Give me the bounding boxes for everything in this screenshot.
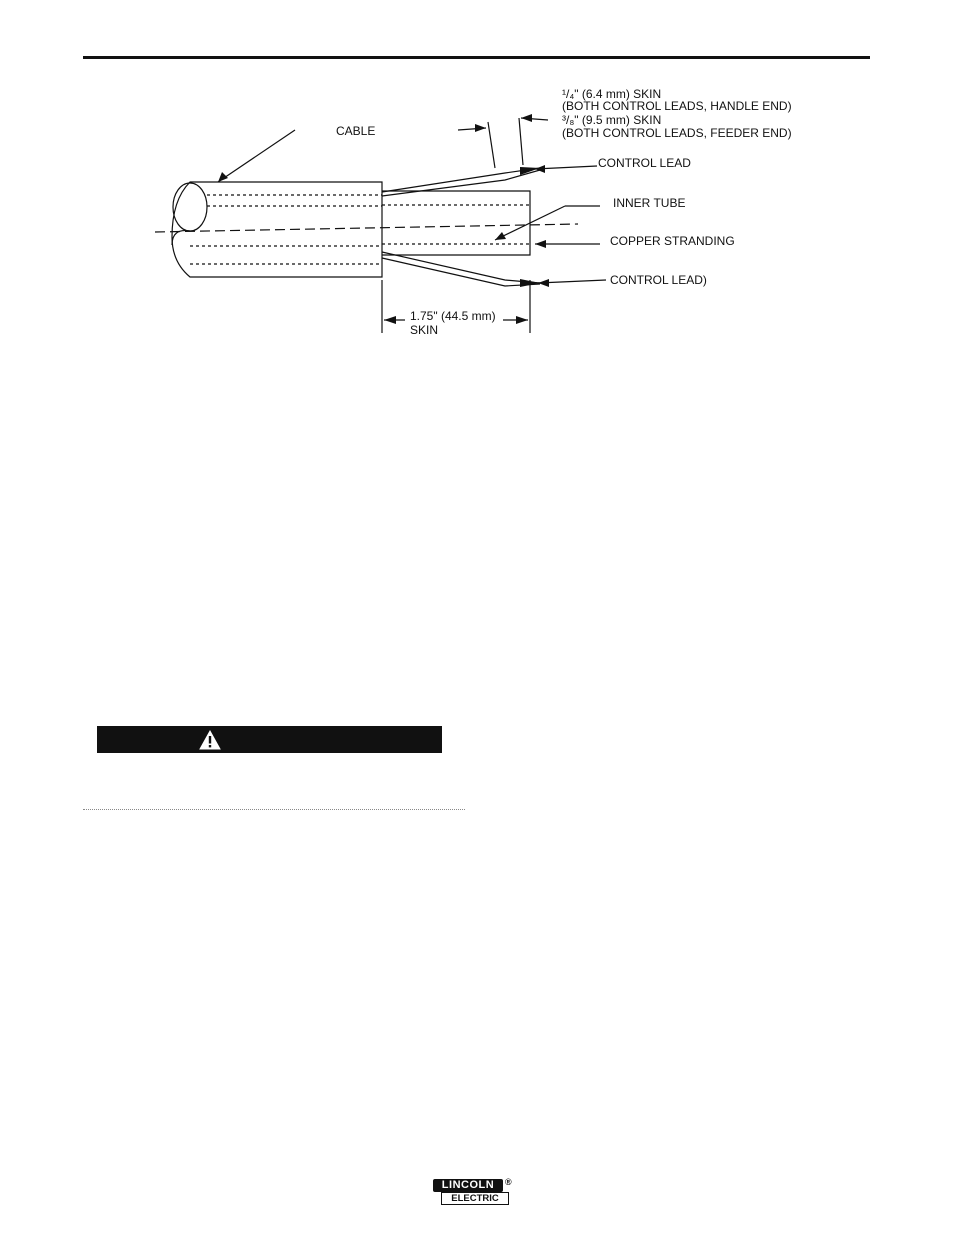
label-skin-quarter-2: (BOTH CONTROL LEADS, HANDLE END)	[562, 99, 792, 113]
warning-banner	[97, 726, 442, 753]
lincoln-electric-logo	[433, 1179, 513, 1207]
control-lead-bottom	[382, 252, 540, 286]
section-divider	[83, 809, 465, 810]
copper-stranding-section	[382, 191, 530, 255]
cable-stripping-diagram	[0, 0, 954, 360]
label-copper-stranding: COPPER STRANDING	[610, 234, 735, 248]
logo-lincoln-text: LINCOLN	[433, 1179, 503, 1192]
control-lead-top	[382, 168, 540, 196]
label-dimension-skin: SKIN	[410, 323, 439, 337]
label-cable: CABLE	[336, 124, 376, 138]
label-control-lead-top: CONTROL LEAD	[598, 156, 691, 170]
label-control-lead-bottom: CONTROL LEAD)	[610, 273, 707, 287]
label-inner-tube: INNER TUBE	[613, 196, 686, 210]
registered-mark: ®	[505, 1177, 512, 1187]
logo-electric-text: ELECTRIC	[441, 1192, 509, 1205]
warning-triangle-icon	[199, 730, 221, 750]
cable-end-ellipse	[173, 183, 207, 231]
label-skin-eighths-1: ³/₈" (9.5 mm) SKIN	[562, 113, 662, 127]
label-skin-quarter-1: ¹/₄" (6.4 mm) SKIN	[562, 87, 662, 101]
label-skin-eighths-2: (BOTH CONTROL LEADS, FEEDER END)	[562, 126, 792, 140]
label-dimension-value: 1.75" (44.5 mm)	[410, 309, 496, 323]
